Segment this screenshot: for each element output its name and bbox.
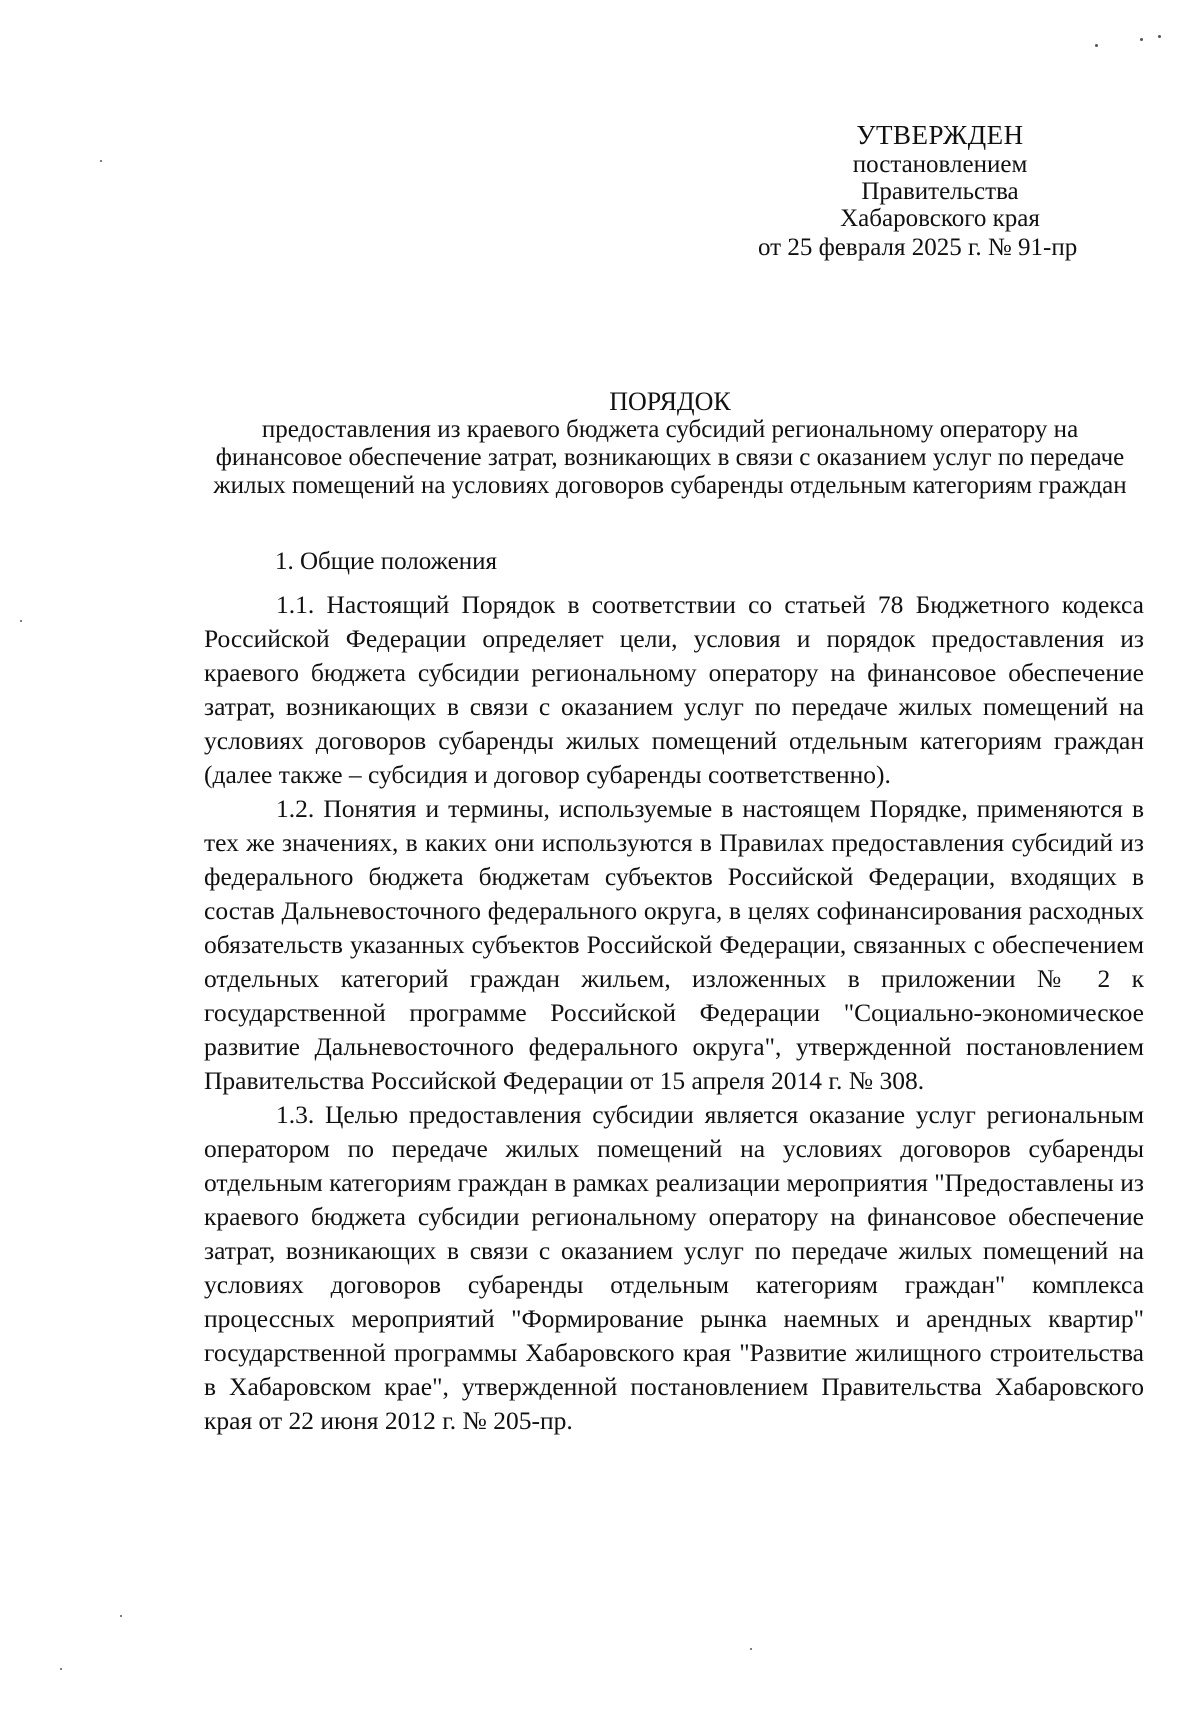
paragraph-1-3: 1.3. Целью предоставления субсидии является оказание услуг региональным оператором по передаче жилых помещений на условиях договоров субаренды отдельным категориям граждан в рамках реализации мероприятия "Предоставлены из краевого бюджета субсидии региональному оператору на финансовое обеспечение затрат, возникающих в связи с оказанием услуг по передаче жилых помещений на условиях договоров субаренды отдельным категориям граждан" комплекса процессных мероприятий "Формирование рынка наемных и арендных квартир" государственной программы Хабаровского края "Развитие жилищного строительства в Хабаровском крае", утвержденной постановлением Правительства Хабаровского края от 22 июня 2012 г. № 205-пр. [204, 1100, 1144, 1435]
approval-line-government: Правительства [861, 178, 1019, 205]
scan-speck [1140, 38, 1143, 41]
approval-date: от 25 февраля 2025 г. № 91-пр [758, 234, 1078, 261]
scan-speck [1095, 44, 1098, 47]
paragraph-1-1: 1.1. Настоящий Порядок в соответствии со статьей 78 Бюджетного кодекса Российской Федерации определяет цели, условия и порядок предоставления из краевого бюджета субсидии региональному оператору на финансовое обеспечение затрат, возникающих в связи с оказанием услуг по передаче жилых помещений на условиях договоров субаренды жилых помещений отдельным категориям граждан (далее также – субсидия и договор субаренды соответственно). [204, 590, 1144, 789]
approval-line-resolution: постановлением [852, 151, 1028, 178]
document-subtitle: предоставления из краевого бюджета субсидий региональному оператору на финансовое обеспечение затрат, возникающих в связи с оказанием услуг по передаче жилых помещений на условиях договоров субаренды отдельным категориям граждан [213, 416, 1127, 499]
scan-speck [750, 1648, 752, 1650]
scan-speck [100, 160, 102, 162]
scan-speck [60, 1668, 62, 1670]
document-body [204, 588, 1144, 1438]
paragraph-1-2: 1.2. Понятия и термины, используемые в настоящем Порядке, применяются в тех же значениях, в каких они используются в Правилах предоставления субсидий из федерального бюджета бюджетам субъектов Российской Федерации, входящих в состав Дальневосточного федерального округа, в целях софинансирования расходных обязательств указанных субъектов Российской Федерации, связанных с обеспечением отдельных категорий граждан жильем, изложенных в приложении № 2 к государственной программе Российской Федерации "Социально-экономическое развитие Дальневосточного федерального округа", утвержденной постановлением Правительства Российской Федерации от 15 апреля 2014 г. № 308. [204, 794, 1144, 1095]
approval-title: УТВЕРЖДЕН [856, 120, 1024, 150]
approval-stamp [758, 120, 1080, 261]
document-title: ПОРЯДОК [609, 387, 731, 416]
scan-speck [20, 620, 22, 622]
approval-line-region: Хабаровского края [840, 205, 1040, 232]
document-heading [200, 388, 1140, 500]
scan-speck [1158, 35, 1161, 38]
section-title: 1. Общие положения [275, 548, 497, 575]
scan-speck [120, 1615, 122, 1617]
